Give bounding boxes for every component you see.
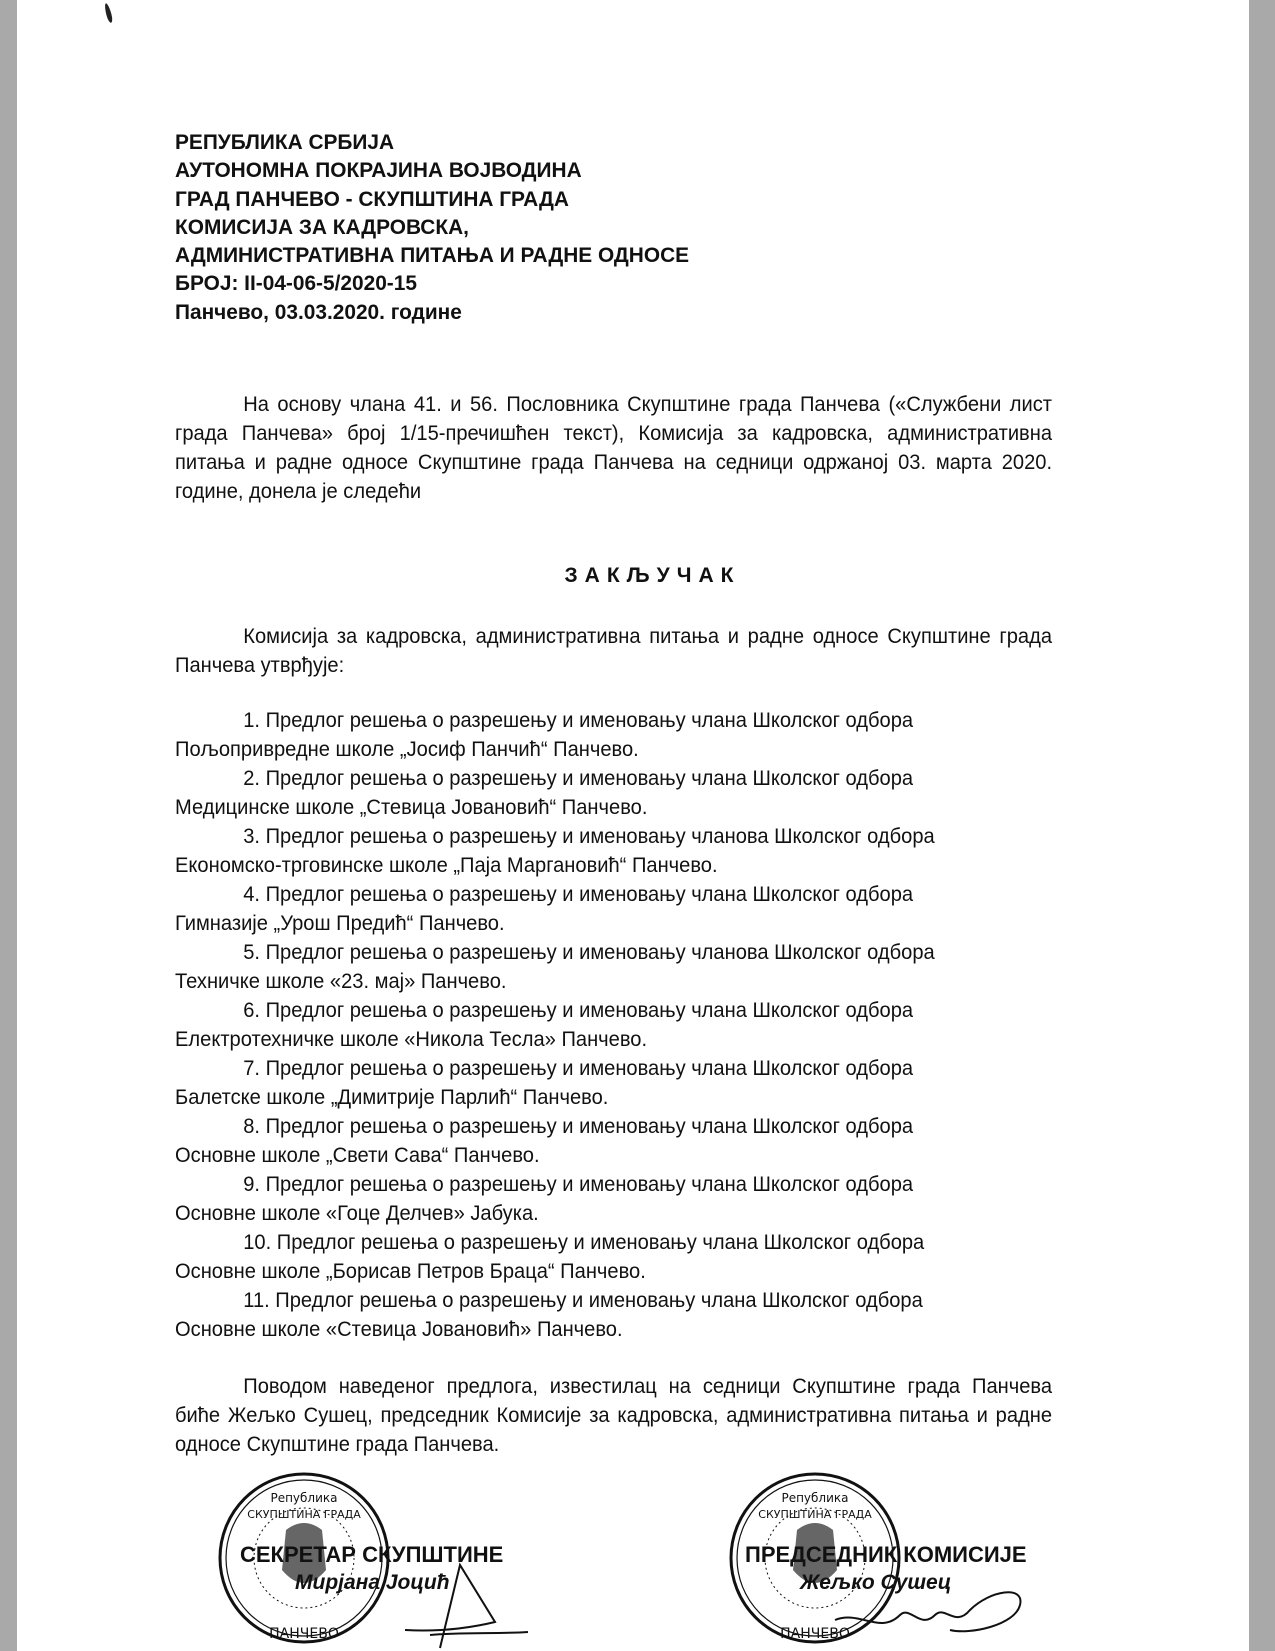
president-title: ПРЕДСЕДНИК КОМИСИЈЕ [745, 1542, 1027, 1567]
svg-text:Република: Република [781, 1491, 849, 1505]
list-item: 6. Предлог решења о разрешењу и именовању члана Школског одбора Електротехничке школе «Никола Тесла» Панчево. [175, 998, 914, 1051]
secretary-title: СЕКРЕТАР СКУПШТИНЕ [240, 1542, 504, 1567]
preamble-paragraph: На основу члана 41. и 56. Пословника Скупштине града Панчева («Службени лист града Панчева» број 1/15-пречишћен текст), Комисија за кадровска, административна питања и радне односе Скупштине града Панчева на седници одржаној 03. марта 2020. године, донела је следећи [175, 392, 1053, 503]
intro-paragraph: Комисија за кадровска, административна питања и радне односе Скупштине града Панчева утврђује: [175, 624, 1053, 677]
signature-block-president [745, 1542, 1027, 1595]
closing-paragraph: Поводом наведеног предлога, известилац на седници Скупштине града Панчева биће Жељко Сушец, председник Комисије за кадровска, административна питања и радне односе Скупштине града Панчева. [175, 1374, 1053, 1456]
president-name: Жељко Сушец [800, 1571, 952, 1594]
document-number: БРОЈ: II-04-06-5/2020-15 [175, 271, 417, 296]
header-commission: КОМИСИЈА ЗА КАДРОВСКА, [175, 214, 469, 239]
list-item: 3. Предлог решења о разрешењу и именовању чланова Школског одбора Економско-трговинске школе „Паја Маргановић“ Панчево. [175, 824, 935, 877]
header-city-assembly: ГРАД ПАНЧЕВО - СКУПШТИНА ГРАДА [175, 186, 569, 211]
header-commission-cont: АДМИНИСТРАТИВНА ПИТАЊА И РАДНЕ ОДНОСЕ [175, 243, 690, 268]
header-province: АУТОНОМНА ПОКРАЈИНА ВОЈВОДИНА [175, 158, 582, 183]
signature-block-secretary [240, 1542, 503, 1595]
document-header [175, 128, 689, 326]
svg-text:ПАНЧЕВО: ПАНЧЕВО [780, 1626, 850, 1642]
list-item: 9. Предлог решења о разрешењу и именовању члана Школског одбора Основне школе «Гоце Делчев» Јабука. [175, 1172, 914, 1225]
svg-text:СКУПШТИНА ГРАДА: СКУПШТИНА ГРАДА [247, 1508, 361, 1521]
scan-edge-right [1249, 0, 1275, 1651]
document-date: Панчево, 03.03.2020. године [175, 299, 462, 324]
list-item: 1. Предлог решења о разрешењу и именовању члана Школског одбора Пољопривредне школе „Јосиф Панчић“ Панчево. [175, 708, 914, 761]
scan-edge-left [0, 0, 17, 1651]
svg-text:Република: Република [270, 1491, 338, 1505]
conclusion-list [175, 706, 1110, 1344]
scan-artifact [103, 3, 113, 24]
list-item: 2. Предлог решења о разрешењу и именовању члана Школског одбора Медицинске школе „Стевица Јовановић“ Панчево. [175, 766, 914, 819]
svg-text:ПАНЧЕВО: ПАНЧЕВО [269, 1626, 339, 1642]
secretary-name: Мирјана Јоцић [295, 1571, 450, 1594]
document-title: ЗАКЉУЧАК [564, 564, 741, 587]
list-item: 5. Предлог решења о разрешењу и именовању чланова Школског одбора Техничке школе «23. мај» Панчево. [175, 940, 935, 993]
list-item: 4. Предлог решења о разрешењу и именовању члана Школског одбора Гимназије „Урош Предић“ Панчево. [175, 882, 914, 935]
svg-text:СКУПШТИНА ГРАДА: СКУПШТИНА ГРАДА [758, 1508, 872, 1521]
header-country: РЕПУБЛИКА СРБИЈА [175, 130, 395, 154]
list-item: 11. Предлог решења о разрешењу и именовању члана Школског одбора Основне школе «Стевица Јовановић» Панчево. [175, 1288, 923, 1341]
list-item: 8. Предлог решења о разрешењу и именовању члана Школског одбора Основне школе „Свети Сава“ Панчево. [175, 1114, 914, 1167]
list-item: 10. Предлог решења о разрешењу и именовању члана Школског одбора Основне школе „Борисав Петров Браца“ Панчево. [175, 1230, 925, 1283]
list-item: 7. Предлог решења о разрешењу и именовању члана Школског одбора Балетске школе „Димитрије Парлић“ Панчево. [175, 1056, 914, 1109]
